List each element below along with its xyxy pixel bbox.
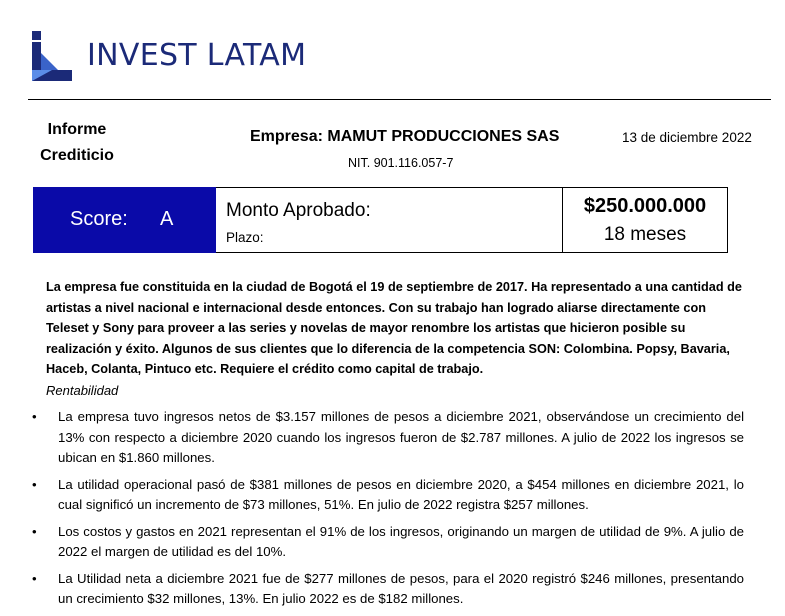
company-summary: La empresa fue constituida en la ciudad de Bogotá el 19 de septiembre de 2017. Ha representado a una cantidad de artistas a nivel nacional e internacional desde entonces. Con su trabajo han logrado aliarse directamente con Teleset y Sony para proveer a las series y novelas de mayor renombre los artistas que hicieron posible su realización y éxito. Algunos de sus clientes que lo diferencia de la competencia SON: Colombina. Popsy, Bavaria, Haceb, Colanta, Pintuco etc. Requiere el crédito como capital de trabajo. <box>46 280 742 376</box>
list-item-text: La empresa tuvo ingresos netos de $3.157 millones de pesos a diciembre 2021, observándose un crecimiento del 13% con respecto a diciembre 2020 cuando los ingresos fueron de $2.787 millones. A julio de 2022 los ingresos se ubican en $1.860 millones. <box>58 409 744 465</box>
bullet-icon: • <box>32 476 37 492</box>
list-item-text: La Utilidad neta a diciembre 2021 fue de $277 millones de pesos, para el 2020 registró $246 millones, presentando un crecimiento $32 millones, 13%. En julio 2022 es de $182 millones. <box>58 570 744 606</box>
list-item <box>32 407 744 469</box>
approval-box <box>216 187 728 253</box>
report-date: 13 de diciembre 2022 <box>622 130 752 145</box>
company-nit: NIT. 901.116.057-7 <box>348 156 454 170</box>
plazo-value: 18 meses <box>603 224 687 245</box>
report-title-line2: Crediticio <box>40 147 114 164</box>
header-divider <box>28 99 771 100</box>
list-item-text: La utilidad operacional pasó de $381 millones de pesos en diciembre 2020, a $454 millones en diciembre 2021, lo cual significó un incremento de $73 millones, 51%. En julio de 2022 registra $257 millones. <box>58 476 744 512</box>
score-value: A <box>160 208 174 230</box>
list-item-text: Los costos y gastos en 2021 representan el 91% de los ingresos, originando un margen de utilidad de 9%. A julio de 2022 el margen de utilidad es del 10%. <box>58 523 744 559</box>
profitability-list <box>32 407 744 616</box>
brand-name: INVEST LATAM <box>87 38 307 73</box>
monto-value: $250.000.000 <box>583 195 707 217</box>
report-title <box>30 117 124 169</box>
bullet-icon: • <box>32 409 37 424</box>
plazo-label: Plazo: <box>226 230 264 245</box>
report-title-line1: Informe <box>47 121 107 138</box>
bullet-icon: • <box>32 523 37 539</box>
invest-latam-logo-icon <box>32 31 72 81</box>
list-item <box>32 475 744 516</box>
monto-label: Monto Aprobado: <box>226 200 371 221</box>
score-box <box>33 187 216 253</box>
list-item <box>32 522 744 563</box>
score-label: Score: <box>70 208 128 230</box>
section-title-rentabilidad: Rentabilidad <box>46 383 119 398</box>
bullet-icon: • <box>32 570 37 586</box>
list-item <box>32 569 744 610</box>
company-name: Empresa: MAMUT PRODUCCIONES SAS <box>250 128 560 145</box>
